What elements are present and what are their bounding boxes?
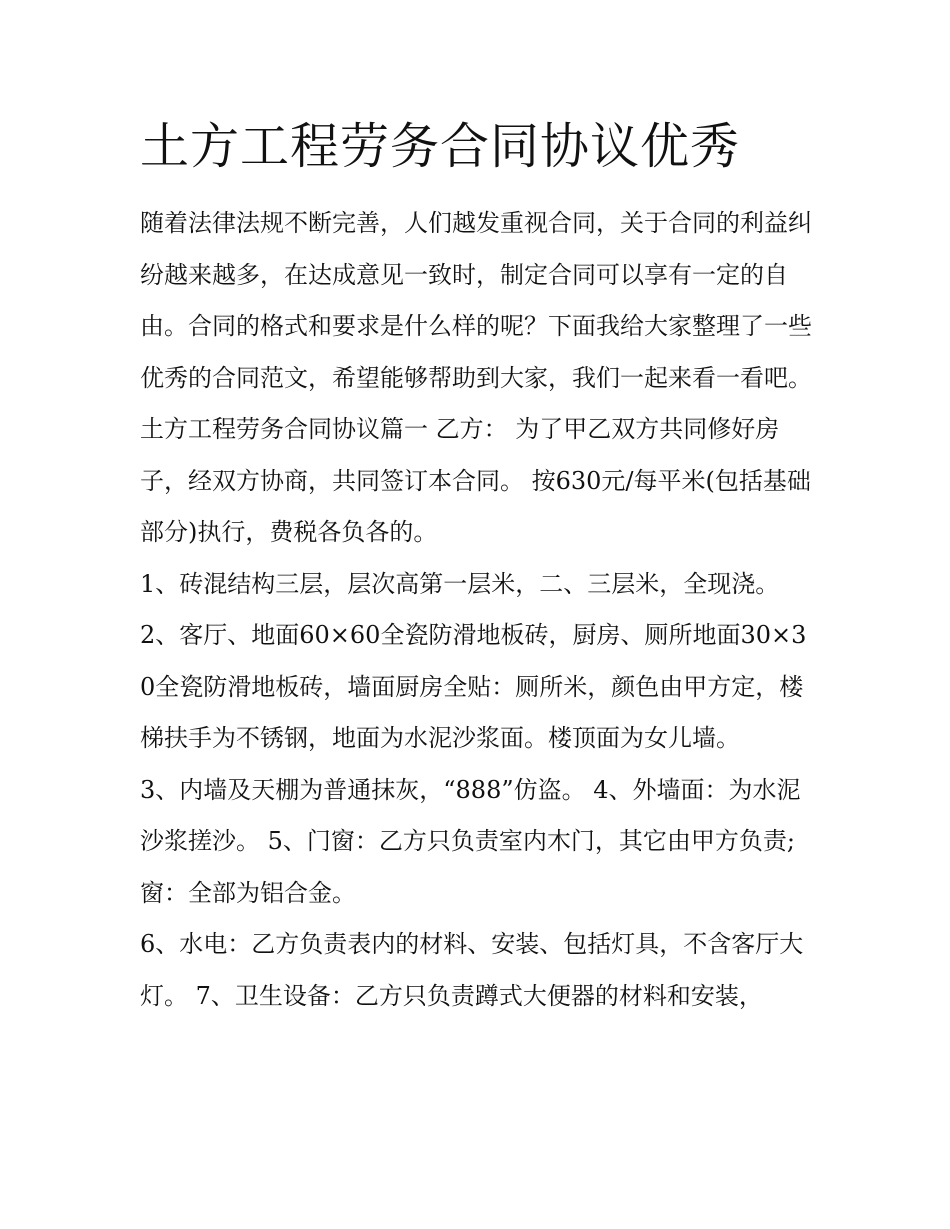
contract-opening-paragraph: 土方工程劳务合同协议篇一 乙方： 为了甲乙双方共同修好房子，经双方协商，共同签订本合同。 按630元/每平米(包括基础部分)执行，费税各负各的。 xyxy=(140,415,811,546)
document-page xyxy=(140,112,820,1022)
intro-paragraph: 随着法律法规不断完善，人们越发重视合同，关于合同的利益纠纷越来越多，在达成意见一致时，制定合同可以享有一定的自由。合同的格式和要求是什么样的呢？下面我给大家整理了一些优秀的合同范文，希望能够帮助到大家，我们一起来看一看吧。 xyxy=(140,209,812,392)
document-title: 土方工程劳务合同协议优秀 xyxy=(140,118,741,175)
clause-3-5-paragraph: 3、内墙及天棚为普通抹灰，“888”仿盗。 4、外墙面：为水泥沙浆搓沙。 5、门窗：乙方只负责室内木门，其它由甲方负责;窗：全部为铝合金。 xyxy=(140,775,801,907)
clause-6-7-paragraph: 6、水电：乙方负责表内的材料、安装、包括灯具，不含客厅大灯。 7、卫生设备：乙方只负责蹲式大便器的材料和安装， xyxy=(140,930,804,1010)
clause-1-paragraph: 1、砖混结构三层，层次高第一层米，二、三层米，全现浇。 xyxy=(140,569,780,598)
clause-2-paragraph: 2、客厅、地面60×60全瓷防滑地板砖，厨房、厕所地面30×30全瓷防滑地板砖，墙面厨房全贴：厕所米，颜色由甲方定，楼梯扶手为不锈钢，地面为水泥沙浆面。楼顶面为女儿墙。 xyxy=(140,621,807,752)
